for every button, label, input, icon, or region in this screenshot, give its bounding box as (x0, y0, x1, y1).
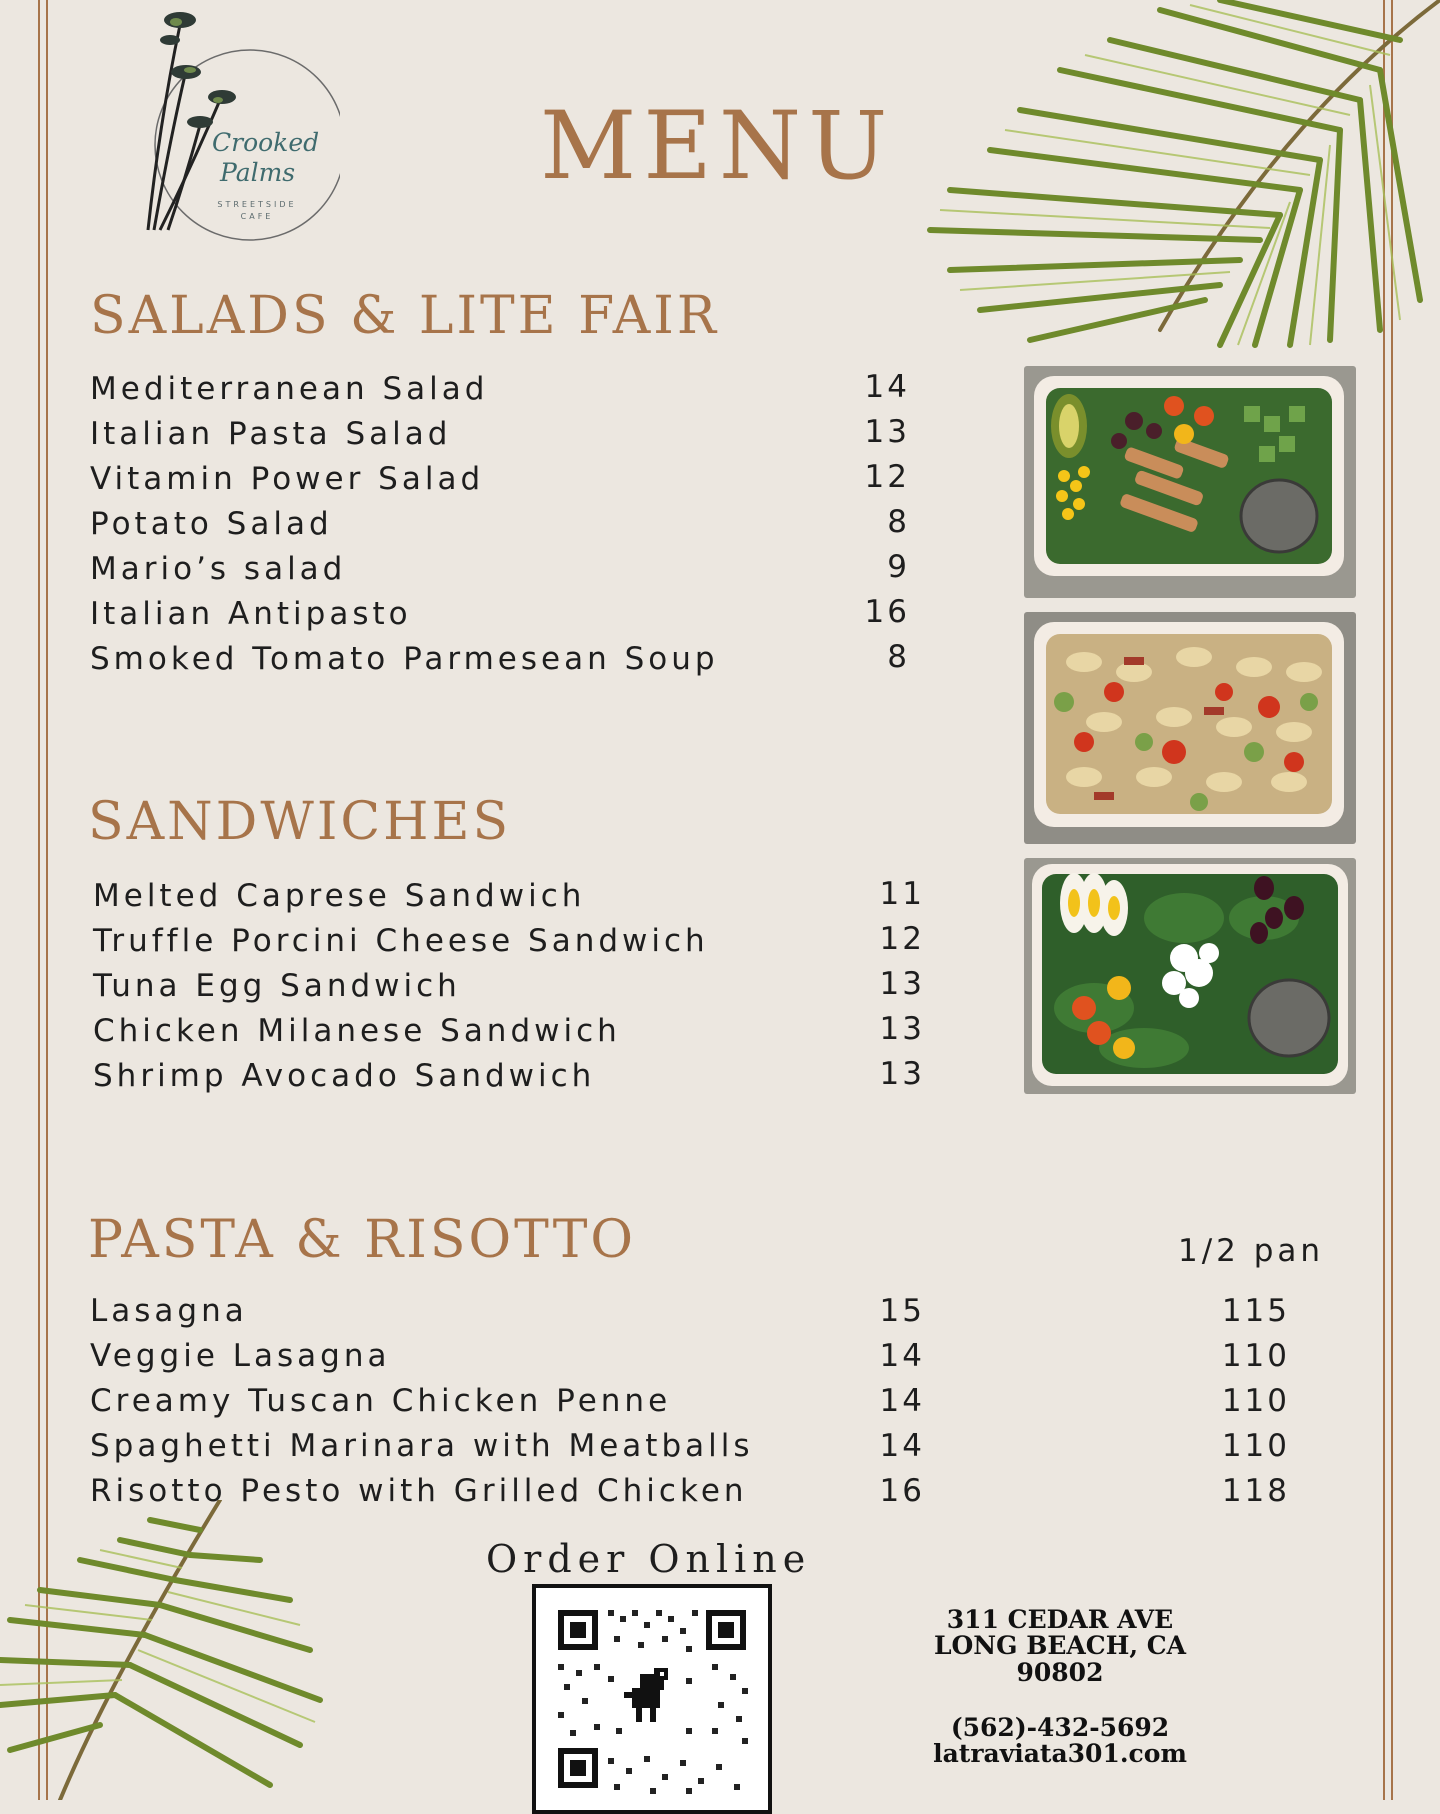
palm-leaf-bottom-left-image (0, 1500, 340, 1800)
spinach-salad-photo (1024, 858, 1356, 1094)
section-title-sandwiches: SANDWICHES (88, 792, 512, 852)
address-zip: 90802 (1016, 1657, 1104, 1687)
menu-item-half-pan-price: 110 (1221, 1428, 1290, 1464)
menu-item-half-pan-price: 118 (1221, 1473, 1290, 1509)
address-block (900, 1607, 1220, 1686)
menu-item-price: 13 (879, 1011, 925, 1047)
menu-item-price: 13 (879, 1056, 925, 1092)
page-title: MENU (540, 92, 895, 201)
menu-item-name: Veggie Lasagna (90, 1338, 391, 1374)
menu-item-name: Truffle Porcini Cheese Sandwich (93, 923, 709, 959)
menu-item-half-pan-price: 110 (1221, 1338, 1290, 1374)
order-online-label: Order Online (486, 1537, 812, 1581)
pasta-salad-photo (1024, 612, 1356, 844)
salad-photo-chicken-bowl (1024, 366, 1356, 598)
address-city: LONG BEACH, CA (933, 1631, 1187, 1661)
menu-item-price: 16 (879, 1473, 925, 1509)
section-title-salads: SALADS & LITE FAIR (90, 286, 719, 346)
menu-item-name: Vitamin Power Salad (90, 461, 485, 497)
logo-text-cafe: CAFE (240, 212, 274, 221)
palm-leaf-top-right-image (860, 0, 1440, 350)
phone-number[interactable]: (562)-432-5692 (950, 1713, 1170, 1742)
menu-item-price: 14 (864, 369, 910, 405)
menu-item-price: 12 (879, 921, 925, 957)
menu-item-price: 13 (864, 414, 910, 450)
menu-item-name: Smoked Tomato Parmesean Soup (90, 641, 719, 677)
menu-item-name: Spaghetti Marinara with Meatballs (90, 1428, 754, 1464)
menu-item-half-pan-price: 110 (1221, 1383, 1290, 1419)
website-link[interactable]: latraviata301.com (933, 1739, 1187, 1769)
crooked-palms-logo (140, 0, 340, 250)
logo-text-palms: Palms (220, 158, 296, 187)
menu-item-price: 8 (887, 504, 910, 540)
menu-item-price: 14 (879, 1383, 925, 1419)
menu-item-name: Risotto Pesto with Grilled Chicken (90, 1473, 748, 1509)
logo-text-crooked: Crooked (212, 128, 320, 157)
menu-item-price: 12 (864, 459, 910, 495)
menu-item-name: Chicken Milanese Sandwich (93, 1013, 621, 1049)
order-online-qr-code[interactable] (532, 1584, 772, 1814)
menu-item-price: 16 (864, 594, 910, 630)
qr-code-icon (536, 1588, 768, 1810)
menu-item-price: 13 (879, 966, 925, 1002)
logo-text-streetside: STREETSIDE (217, 200, 297, 209)
half-pan-header: 1/2 pan (1178, 1233, 1325, 1269)
menu-item-half-pan-price: 115 (1221, 1293, 1290, 1329)
menu-item-price: 15 (879, 1293, 925, 1329)
menu-item-name: Potato Salad (90, 506, 333, 542)
menu-item-name: Lasagna (90, 1293, 248, 1329)
menu-item-price: 8 (887, 639, 910, 675)
menu-item-name: Mario’s salad (90, 551, 347, 587)
menu-item-name: Creamy Tuscan Chicken Penne (90, 1383, 672, 1419)
menu-item-name: Mediterranean Salad (90, 371, 489, 407)
menu-item-price: 14 (879, 1428, 925, 1464)
menu-item-name: Melted Caprese Sandwich (93, 878, 586, 914)
menu-item-name: Italian Antipasto (90, 596, 412, 632)
menu-item-name: Tuna Egg Sandwich (93, 968, 461, 1004)
menu-item-name: Shrimp Avocado Sandwich (93, 1058, 596, 1094)
menu-item-name: Italian Pasta Salad (90, 416, 452, 452)
menu-item-price: 9 (887, 549, 910, 585)
address-street: 311 CEDAR AVE (946, 1605, 1174, 1634)
menu-item-price: 14 (879, 1338, 925, 1374)
section-title-pasta: PASTA & RISOTTO (88, 1210, 637, 1270)
menu-item-price: 11 (879, 876, 925, 912)
contact-block (900, 1715, 1220, 1768)
